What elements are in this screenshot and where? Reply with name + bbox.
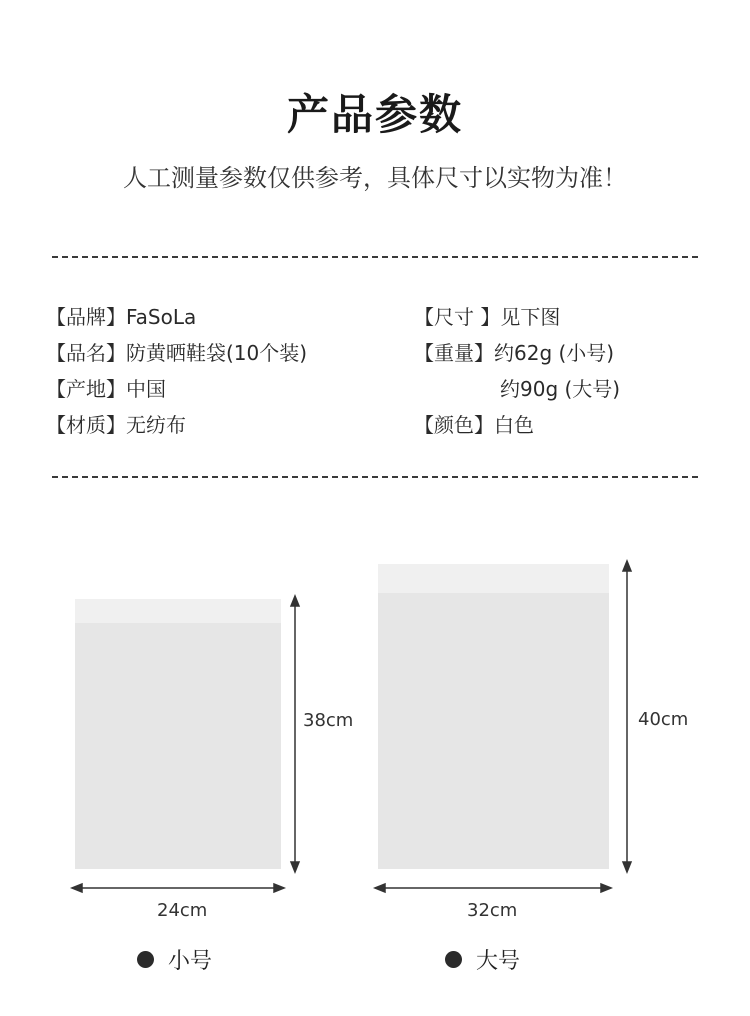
- spec-weight-key: 【重量】: [414, 341, 494, 365]
- spec-name-value: 防黄晒鞋袋(10个装): [126, 341, 308, 365]
- spec-material-value: 无纺布: [126, 413, 186, 437]
- small-height-label: 38cm: [303, 710, 354, 731]
- spec-brand-key: 【品牌】: [46, 305, 126, 329]
- page-title: 产品参数: [286, 90, 463, 139]
- large-width-arrow-right: [601, 884, 611, 892]
- spec-size-key: 【尺寸 】: [414, 305, 501, 329]
- small-height-arrow-top: [291, 596, 299, 606]
- large-width-arrow-left: [375, 884, 385, 892]
- small-height-arrow-bottom: [291, 862, 299, 872]
- large-size-text: 大号: [476, 949, 521, 974]
- small-width-arrow-left: [72, 884, 82, 892]
- spec-color-value: 白色: [494, 413, 534, 437]
- spec-origin-value: 中国: [126, 377, 166, 401]
- small-width-label: 24cm: [157, 900, 208, 921]
- spec-brand-value: FaSoLa: [126, 305, 197, 329]
- spec-weight-value-small: 约62g (小号): [494, 341, 615, 365]
- spec-weight-value-large: 约90g (大号): [500, 377, 621, 401]
- spec-origin-key: 【产地】: [46, 377, 126, 401]
- bullet-dot-icon: [137, 951, 154, 968]
- spec-color-key: 【颜色】: [414, 413, 494, 437]
- large-size-label: [445, 944, 520, 975]
- small-size-label: [137, 944, 212, 975]
- spec-size-value: 见下图: [500, 305, 561, 329]
- spec-name-key: 【品名】: [46, 341, 126, 365]
- page-subtitle: 人工测量参数仅供参考，具体尺寸以实物为准！: [123, 164, 627, 192]
- large-height-label: 40cm: [638, 709, 689, 730]
- large-height-arrow-top: [623, 561, 631, 571]
- small-size-text: 小号: [168, 949, 213, 974]
- bullet-dot-icon: [445, 951, 462, 968]
- large-width-label: 32cm: [467, 900, 518, 921]
- large-height-arrow-bottom: [623, 862, 631, 872]
- small-width-arrow-right: [274, 884, 284, 892]
- spec-material-key: 【材质】: [46, 413, 126, 437]
